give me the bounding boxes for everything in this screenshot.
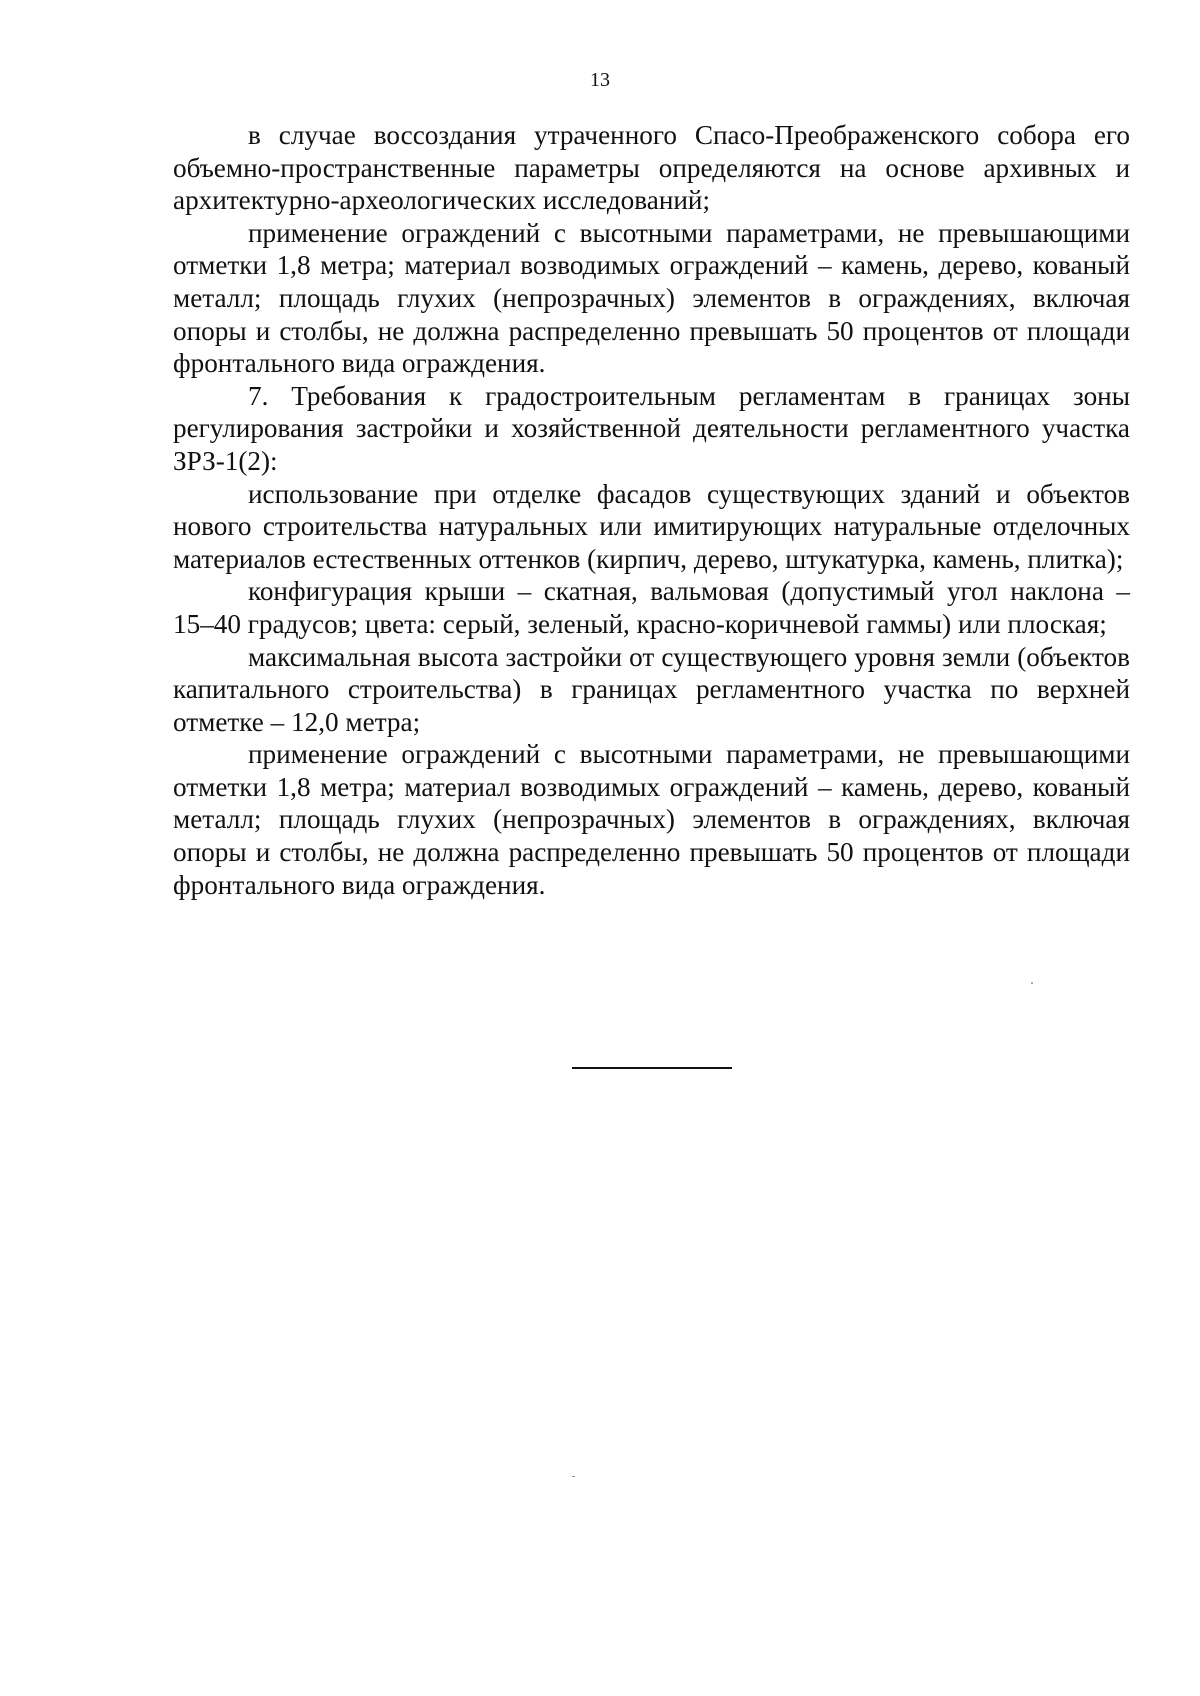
scan-speck <box>572 1476 575 1477</box>
paragraph-roof-configuration: конфигурация крыши – скатная, вальмовая (допустимый угол наклона – 15–40 градусов; цвета: серый, зеленый, красно-коричневой гаммы) или плоская; <box>173 576 1130 639</box>
paragraph-section-7-heading: 7. Требования к градостроительным регламентам в границах зоны регулирования застройки и хозяйственной деятельности регламентного участка ЗРЗ-1(2): <box>173 380 1130 476</box>
page-number: 13 <box>590 69 610 91</box>
paragraph-max-building-height: максимальная высота застройки от существующего уровня земли (объектов капитального строительства) в границах регламентного участка по верхней отметке – 12,0 метра; <box>173 641 1130 737</box>
document-body <box>173 119 1130 901</box>
paragraph-facade-materials: использование при отделке фасадов существующих зданий и объектов нового строительства натуральных или имитирующих натуральные отделочных материалов естественных оттенков (кирпич, дерево, штукатурка, камень, плитка); <box>173 478 1130 574</box>
end-of-text-rule <box>572 1067 732 1069</box>
paragraph-cathedral-reconstruction: в случае воссоздания утраченного Спасо-Преображенского собора его объемно-пространственные параметры определяются на основе архивных и архитектурно-археологических исследований; <box>173 120 1130 216</box>
paragraph-fences-requirements-2: применение ограждений с высотными параметрами, не превышающими отметки 1,8 метра; материал возводимых ограждений – камень, дерево, кованый металл; площадь глухих (непрозрачных) элементов в ограждениях, включая опоры и столбы, не должна распределенно превышать 50 процентов от площади фронтального вида ограждения. <box>173 739 1130 900</box>
paragraph-fences-requirements: применение ограждений с высотными параметрами, не превышающими отметки 1,8 метра; материал возводимых ограждений – камень, дерево, кованый металл; площадь глухих (непрозрачных) элементов в ограждениях, включая опоры и столбы, не должна распределенно превышать 50 процентов от площади фронтального вида ограждения. <box>173 217 1130 379</box>
scan-speck <box>1031 982 1033 984</box>
